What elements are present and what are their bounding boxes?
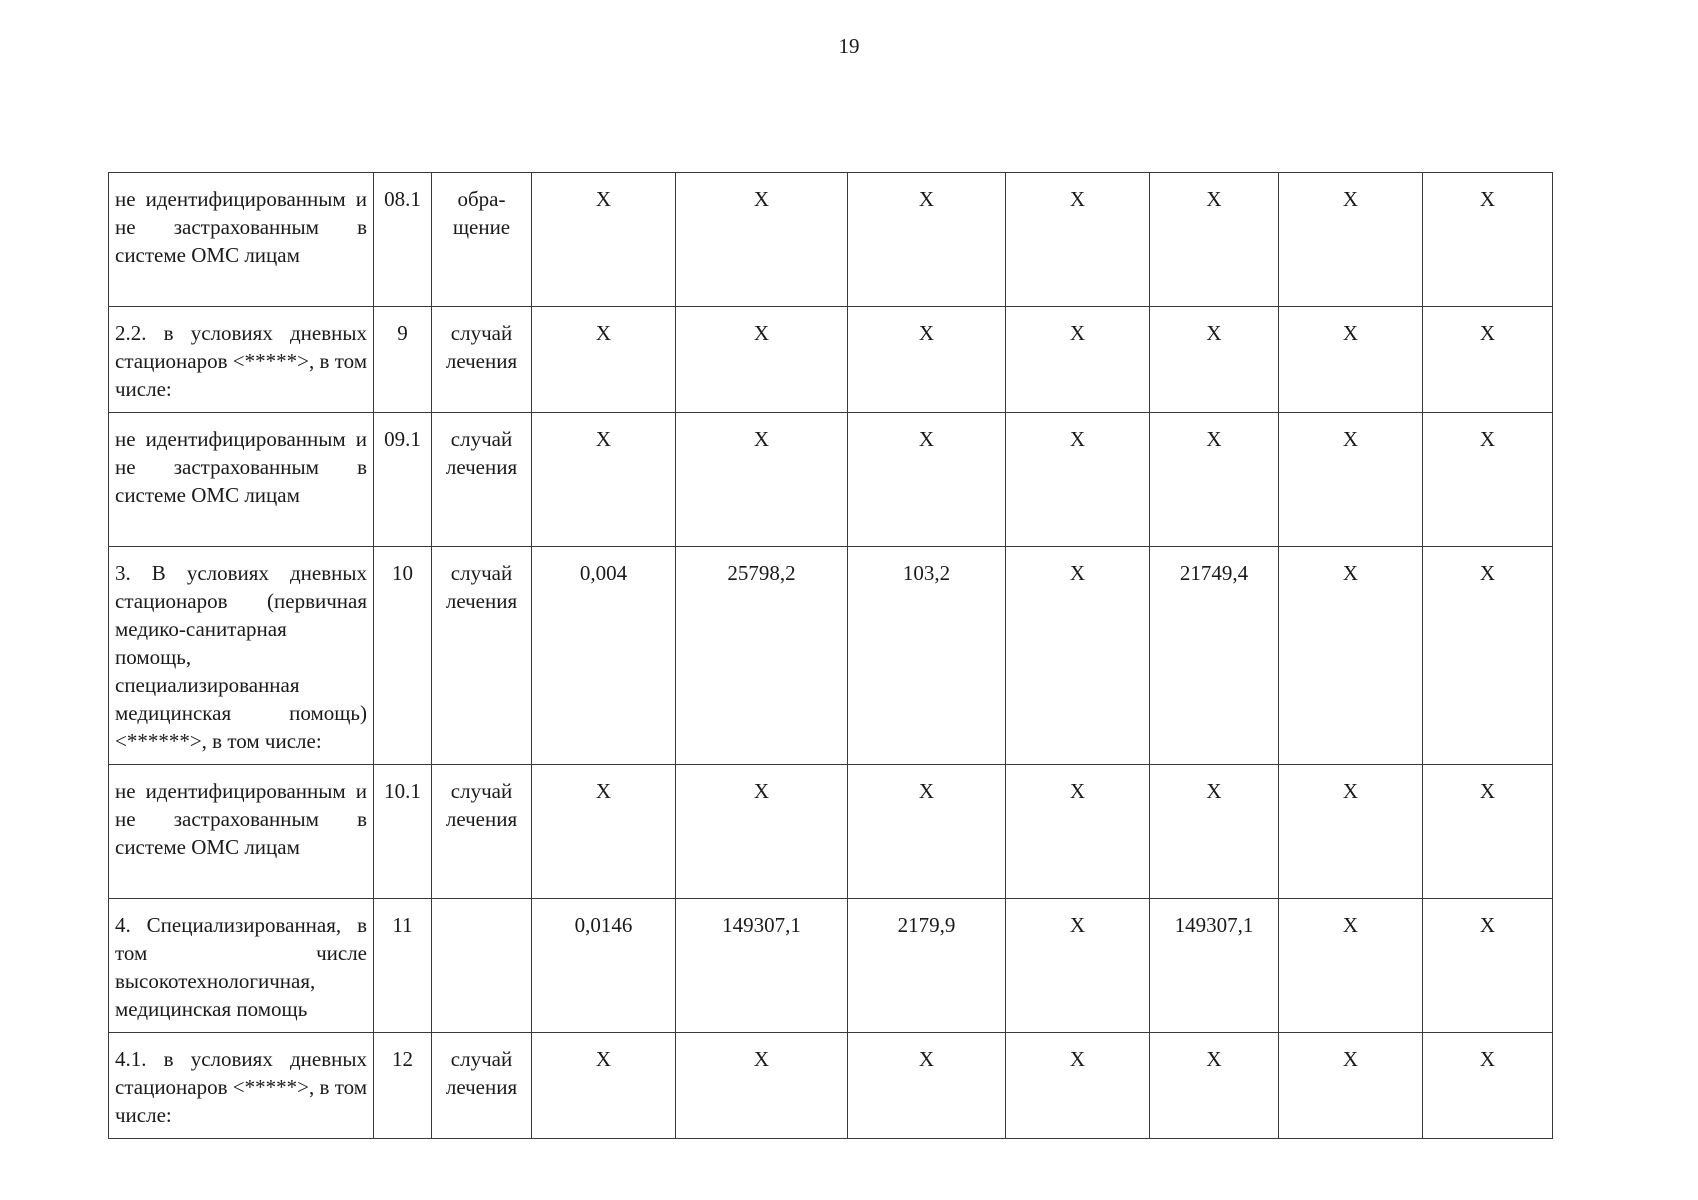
value-cell-3: 103,2 <box>848 547 1006 765</box>
value-cell-3: X <box>848 413 1006 547</box>
value-cell-7: X <box>1423 765 1553 899</box>
table-row <box>109 173 1553 307</box>
row-code-cell: 08.1 <box>374 173 432 307</box>
value-cell-4: X <box>1006 899 1150 1033</box>
row-unit-cell: случай лечения <box>432 307 532 413</box>
value-cell-6: X <box>1279 413 1423 547</box>
value-cell-6: X <box>1279 547 1423 765</box>
value-cell-3: X <box>848 173 1006 307</box>
value-cell-6: X <box>1279 173 1423 307</box>
table-body <box>109 173 1553 1139</box>
row-name-cell: 4. Специализированная, в том числе высокотехнологичная, медицинская помощь <box>109 899 374 1033</box>
value-cell-4: X <box>1006 547 1150 765</box>
row-unit-cell: случай лечения <box>432 547 532 765</box>
table-row <box>109 899 1553 1033</box>
row-code-cell: 12 <box>374 1033 432 1139</box>
table-row <box>109 765 1553 899</box>
value-cell-7: X <box>1423 899 1553 1033</box>
value-cell-4: X <box>1006 1033 1150 1139</box>
value-cell-5: X <box>1150 765 1279 899</box>
row-name-cell: не идентифицированным и не застрахованным в системе ОМС лицам <box>109 413 374 547</box>
data-table <box>108 172 1553 1139</box>
value-cell-1: X <box>532 413 676 547</box>
value-cell-4: X <box>1006 413 1150 547</box>
row-unit-cell <box>432 899 532 1033</box>
value-cell-1: X <box>532 765 676 899</box>
value-cell-1: X <box>532 1033 676 1139</box>
value-cell-2: X <box>676 1033 848 1139</box>
row-unit-cell: случай лечения <box>432 413 532 547</box>
value-cell-2: X <box>676 413 848 547</box>
row-code-cell: 09.1 <box>374 413 432 547</box>
row-code-cell: 10 <box>374 547 432 765</box>
value-cell-5: X <box>1150 307 1279 413</box>
value-cell-7: X <box>1423 1033 1553 1139</box>
value-cell-4: X <box>1006 307 1150 413</box>
value-cell-5: X <box>1150 1033 1279 1139</box>
value-cell-2: X <box>676 765 848 899</box>
table-row <box>109 1033 1553 1139</box>
value-cell-1: X <box>532 173 676 307</box>
value-cell-2: 25798,2 <box>676 547 848 765</box>
row-unit-cell: обра-щение <box>432 173 532 307</box>
value-cell-3: X <box>848 765 1006 899</box>
row-name-cell: 2.2. в условиях дневных стационаров <*****>, в том числе: <box>109 307 374 413</box>
row-name-cell: не идентифицированным и не застрахованным в системе ОМС лицам <box>109 173 374 307</box>
value-cell-1: X <box>532 307 676 413</box>
value-cell-6: X <box>1279 1033 1423 1139</box>
row-code-cell: 11 <box>374 899 432 1033</box>
value-cell-7: X <box>1423 173 1553 307</box>
value-cell-6: X <box>1279 899 1423 1033</box>
value-cell-2: X <box>676 173 848 307</box>
value-cell-1: 0,004 <box>532 547 676 765</box>
value-cell-6: X <box>1279 765 1423 899</box>
row-code-cell: 10.1 <box>374 765 432 899</box>
table-row <box>109 413 1553 547</box>
row-unit-cell: случай лечения <box>432 1033 532 1139</box>
row-name-cell: 3. В условиях дневных стационаров (первичная медико-санитарная помощь, специализированная медицинская помощь) <******>, в том числе: <box>109 547 374 765</box>
value-cell-3: X <box>848 307 1006 413</box>
value-cell-7: X <box>1423 307 1553 413</box>
value-cell-6: X <box>1279 307 1423 413</box>
value-cell-3: 2179,9 <box>848 899 1006 1033</box>
value-cell-4: X <box>1006 765 1150 899</box>
value-cell-5: X <box>1150 173 1279 307</box>
table-row <box>109 307 1553 413</box>
value-cell-5: X <box>1150 413 1279 547</box>
row-unit-cell: случай лечения <box>432 765 532 899</box>
value-cell-5: 149307,1 <box>1150 899 1279 1033</box>
value-cell-2: X <box>676 307 848 413</box>
value-cell-7: X <box>1423 547 1553 765</box>
page-number: 19 <box>838 34 860 58</box>
table-row <box>109 547 1553 765</box>
value-cell-1: 0,0146 <box>532 899 676 1033</box>
value-cell-2: 149307,1 <box>676 899 848 1033</box>
row-name-cell: не идентифицированным и не застрахованным в системе ОМС лицам <box>109 765 374 899</box>
value-cell-4: X <box>1006 173 1150 307</box>
value-cell-3: X <box>848 1033 1006 1139</box>
value-cell-5: 21749,4 <box>1150 547 1279 765</box>
value-cell-7: X <box>1423 413 1553 547</box>
row-code-cell: 9 <box>374 307 432 413</box>
row-name-cell: 4.1. в условиях дневных стационаров <*****>, в том числе: <box>109 1033 374 1139</box>
